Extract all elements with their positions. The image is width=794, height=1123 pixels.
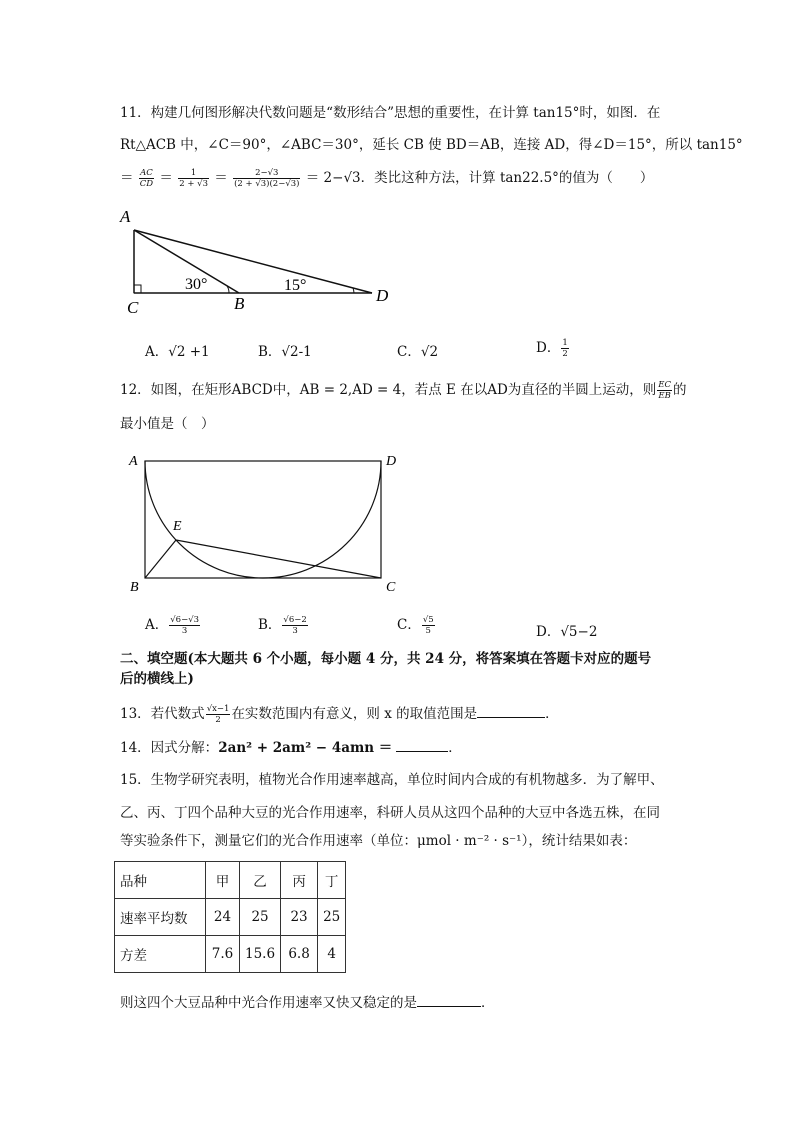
- q12-text-end: 的: [672, 382, 687, 398]
- option-label: A．: [145, 344, 169, 360]
- label-c: C: [386, 580, 396, 595]
- table-cell: 7.6: [206, 936, 240, 973]
- answer-blank-15[interactable]: [417, 992, 481, 1007]
- segment-ad: [134, 230, 372, 293]
- table-row: [115, 899, 346, 936]
- frac-numerator: AC: [140, 168, 153, 178]
- eq-sign: ＝: [159, 170, 173, 186]
- section-heading-line2: 后的横线上): [120, 671, 194, 687]
- option-label: D．: [536, 340, 561, 356]
- frac-numerator: √5: [422, 615, 434, 625]
- option-label: B．: [258, 344, 282, 360]
- q14-expression: 2an² + 2am² − 4amn ＝: [218, 740, 393, 756]
- fraction-sqrt-x-minus-1-over-2: [206, 704, 231, 725]
- label-a: A: [120, 207, 131, 226]
- segment-eb: [145, 540, 176, 578]
- q14-prefix: 14．因式分解：: [120, 740, 219, 756]
- label-b: B: [130, 580, 139, 595]
- frac-denominator: 2: [215, 715, 221, 725]
- table-cell: 25: [318, 899, 346, 936]
- label-b: B: [234, 294, 245, 313]
- q12-line1: [120, 380, 686, 401]
- label-d: D: [386, 454, 397, 469]
- rectangle-semicircle-figure: [125, 450, 405, 600]
- photosynthesis-rate-table: [114, 861, 346, 973]
- q14-line: [120, 737, 462, 757]
- option-label: C．: [397, 617, 421, 633]
- section-heading-line1: 二、填空题(本大题共 6 个小题，每小题 4 分，共 24 分，将答案填在答题卡对应的题号: [120, 651, 652, 667]
- table-header-cell: 乙: [240, 862, 281, 899]
- q13-line: [120, 703, 559, 725]
- table-cell: 方差: [115, 936, 206, 973]
- q14-end: ．: [448, 740, 462, 756]
- frac-denominator: (2 + √3)(2−√3): [234, 179, 300, 189]
- q15-line2: 乙、丙、丁四个品种大豆的光合作用速率，科研人员从这四个品种的大豆中各选五株，在同: [120, 805, 660, 821]
- option-value: √5−2: [560, 624, 598, 640]
- table-cell: 4: [318, 936, 346, 973]
- option-fraction: [422, 615, 435, 636]
- q13-end: ．: [545, 706, 559, 722]
- label-c: C: [127, 298, 139, 317]
- q12-line2: 最小值是（ ）: [120, 416, 215, 432]
- q12-text: 12．如图，在矩形ABCD中，AB = 2,AD = 4，若点 E 在以AD为直径的半圆上运动，则: [120, 382, 657, 398]
- eq-sign: ＝: [120, 170, 134, 186]
- q11-option-a[interactable]: [145, 340, 210, 360]
- frac-numerator: 1: [178, 168, 209, 179]
- option-value: √2 +1: [168, 344, 210, 360]
- frac-numerator: EC: [658, 380, 671, 390]
- frac-denominator: 3: [292, 626, 298, 636]
- frac-numerator: √6−2: [283, 615, 307, 625]
- eq-sign: ＝: [214, 170, 228, 186]
- frac-numerator: √6−√3: [170, 615, 200, 625]
- q11-line2: Rt△ACB 中，∠C＝90°，∠ABC＝30°，延长 CB 使 BD＝AB，连接 AD，得∠D＝15°，所以 tan15°: [120, 137, 743, 153]
- table-cell: 24: [206, 899, 240, 936]
- q15-last-line: [120, 992, 495, 1012]
- q11-option-d[interactable]: [536, 336, 570, 359]
- result: ＝ 2−√3: [305, 170, 361, 186]
- answer-blank-14[interactable]: [396, 737, 448, 752]
- q12-option-b[interactable]: [258, 613, 309, 636]
- angle-label-30: 30°: [185, 276, 208, 293]
- angle-label-15: 15°: [284, 277, 307, 294]
- q15-line1: 15．生物学研究表明，植物光合作用速率越高，单位时间内合成的有机物越多．为了解甲、: [120, 772, 664, 788]
- q11-line1: 11．构建几何图形解决代数问题是“数形结合”思想的重要性，在计算 tan15°时，如图．在: [120, 105, 661, 121]
- frac-denominator: 5: [425, 626, 431, 636]
- right-angle-mark: [134, 285, 141, 293]
- fraction-ec-eb: [657, 380, 672, 401]
- frac-denominator: 2: [562, 349, 568, 359]
- table-row: [115, 936, 346, 973]
- option-value: √2-1: [281, 344, 312, 360]
- option-label: D．: [536, 624, 561, 640]
- option-fraction: [282, 615, 307, 636]
- fraction-one-half: [561, 338, 568, 359]
- frac-numerator: 1: [562, 338, 568, 348]
- option-label: C．: [397, 344, 421, 360]
- q15-line3: 等实验条件下，测量它们的光合作用速率（单位：μmol · m⁻² · s⁻¹），统计结果如表：: [120, 833, 637, 849]
- option-value: √2: [420, 344, 439, 360]
- frac-numerator: 2−√3: [233, 168, 300, 179]
- table-header-cell: 品种: [115, 862, 206, 899]
- answer-blank-13[interactable]: [477, 703, 545, 718]
- table-cell: 23: [281, 899, 318, 936]
- q11-option-b[interactable]: [258, 340, 312, 360]
- q15-question: 则这四个大豆品种中光合作用速率又快又稳定的是: [120, 995, 417, 1011]
- segment-ec: [176, 540, 381, 578]
- table-cell: 速率平均数: [115, 899, 206, 936]
- q12-option-d[interactable]: [536, 620, 597, 640]
- q11-line3-rest: ．类比这种方法，计算 tan22.5°的值为（ ）: [360, 170, 654, 186]
- table-cell: 15.6: [240, 936, 281, 973]
- table-header-row: [115, 862, 346, 899]
- frac-numerator: √x−1: [206, 704, 230, 714]
- frac-denominator: CD: [139, 179, 154, 189]
- option-fraction: [169, 615, 200, 636]
- q11-line3: [120, 168, 653, 189]
- q13-suffix: 在实数范围内有意义，则 x 的取值范围是: [231, 706, 478, 722]
- fraction-1-over-2-plus-root3: [178, 168, 209, 189]
- q15-end: ．: [481, 995, 495, 1011]
- q12-option-c[interactable]: [397, 613, 436, 636]
- table-cell: 25: [240, 899, 281, 936]
- frac-denominator: 2 + √3: [179, 179, 208, 189]
- table-header-cell: 甲: [206, 862, 240, 899]
- fraction-ac-cd: [139, 168, 154, 189]
- triangle-figure: [110, 200, 410, 320]
- option-label: B．: [258, 617, 282, 633]
- q11-option-c[interactable]: [397, 340, 438, 360]
- label-a: A: [129, 454, 138, 469]
- label-e: E: [173, 519, 182, 534]
- label-d: D: [376, 286, 389, 305]
- fraction-rationalized: [233, 168, 300, 189]
- table-cell: 6.8: [281, 936, 318, 973]
- q13-prefix: 13．若代数式: [120, 706, 205, 722]
- q12-option-a[interactable]: [145, 613, 201, 636]
- table-header-cell: 丁: [318, 862, 346, 899]
- table-header-cell: 丙: [281, 862, 318, 899]
- option-label: A．: [145, 617, 169, 633]
- frac-denominator: 3: [181, 626, 188, 636]
- frac-denominator: EB: [658, 391, 671, 401]
